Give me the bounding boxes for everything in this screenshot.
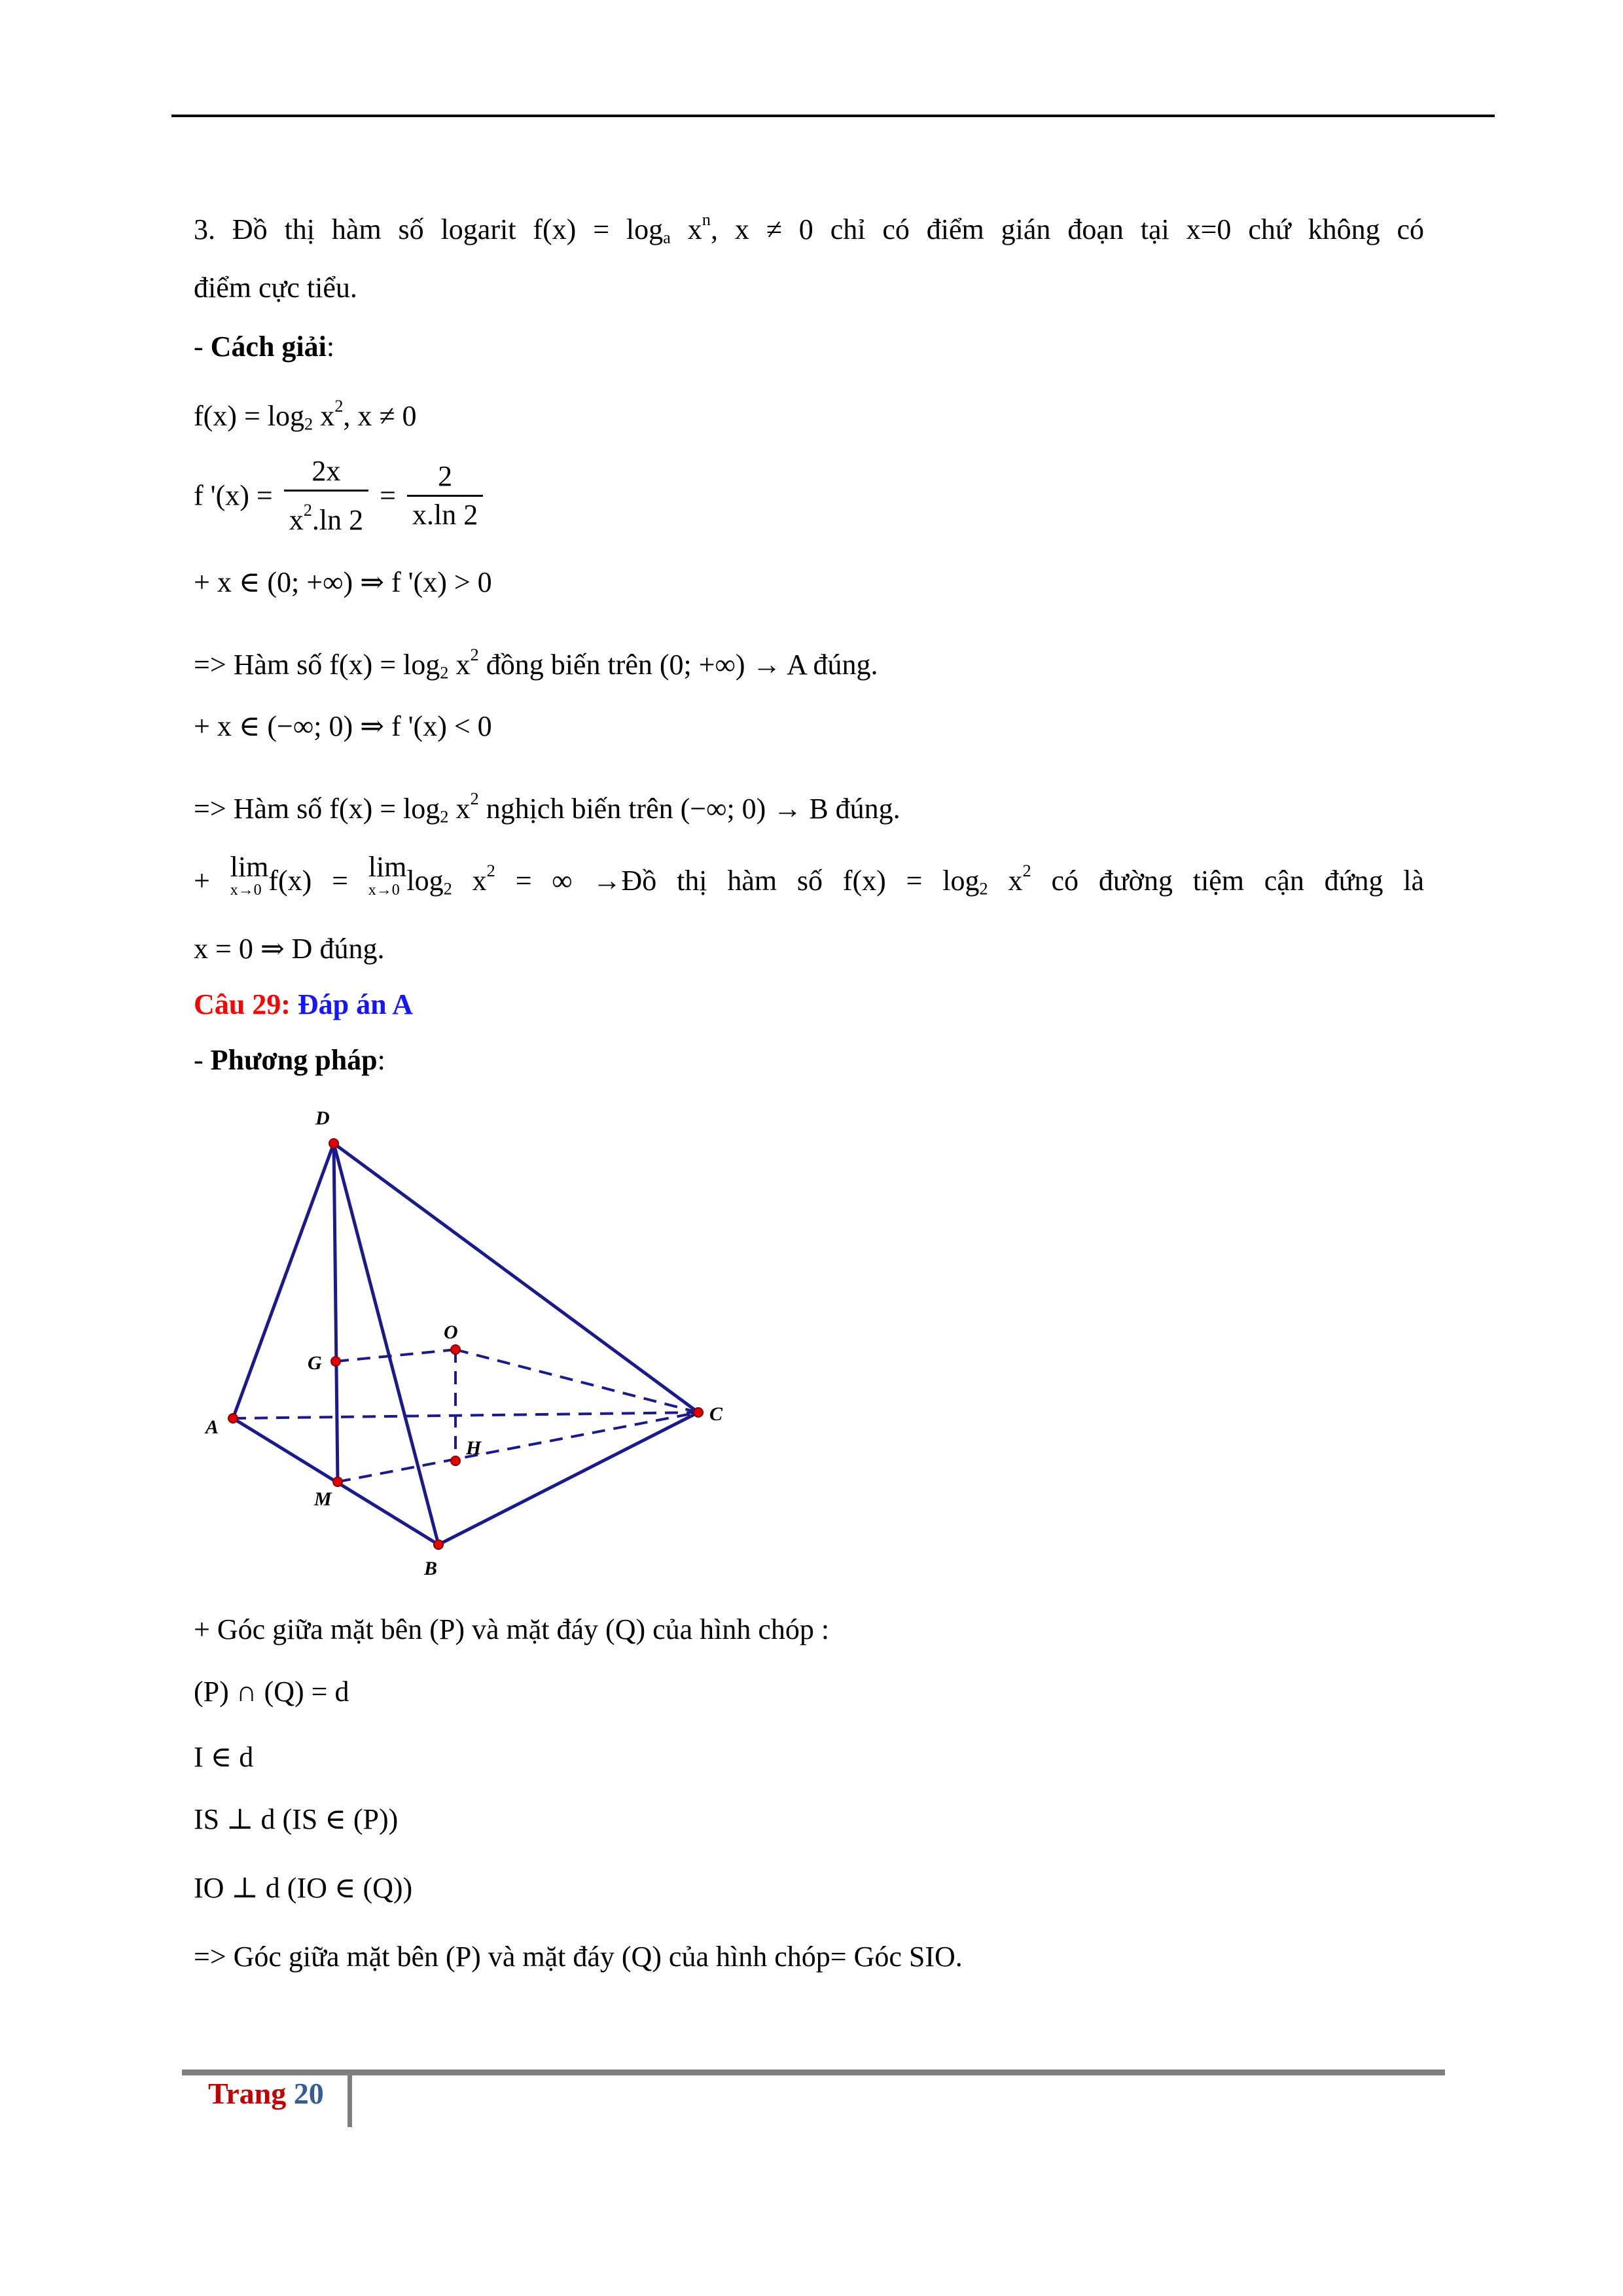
label-B: B	[424, 1558, 438, 1579]
edge-DA	[233, 1143, 334, 1418]
item3-suffix: chỉ có điểm gián đoạn tại x=0 chứ không có	[830, 213, 1425, 246]
relation-io-perp: IO ⊥ d (IO ∈ (Q))	[194, 1872, 413, 1904]
footer-divider	[348, 2075, 352, 2127]
point-H	[451, 1456, 460, 1465]
item3-formula: $f(x) = \log_a x^n$, x ≠ 0	[533, 209, 813, 247]
label-A: A	[205, 1416, 219, 1438]
angle-intro: + Góc giữa mặt bên (P) và mặt đáy (Q) của hình chóp :	[194, 1613, 830, 1645]
segment-GO	[336, 1350, 455, 1361]
label-H: H	[466, 1437, 482, 1459]
phuong-phap-heading: - Phương pháp:	[194, 1044, 385, 1076]
edge-DC	[334, 1143, 698, 1412]
conclusion-a: => Hàm số $f(x) = \log_2 x^2$ đồng biến trên (0; +∞) → A đúng.	[194, 645, 878, 683]
footer-rule	[182, 2070, 1445, 2075]
limit-line2: x = 0 ⇒ D đúng.	[194, 933, 385, 965]
edge-AC-hidden	[233, 1412, 698, 1418]
point-D	[329, 1139, 338, 1148]
item3-line2: điểm cực tiểu.	[194, 272, 357, 304]
limit-line: + lim x→0 f(x) = lim x→0 $\log_2 x^2$ = ∞ →Đồ thị hàm số $f(x) = \log_2 x^2$ có đường tiệm cận đứng là	[194, 851, 1425, 899]
case-positive: + x ∈ (0; +∞) ⇒ f '(x) > 0	[194, 566, 492, 598]
case-negative: + x ∈ (−∞; 0) ⇒ f '(x) < 0	[194, 710, 492, 742]
header-rule	[171, 115, 1495, 117]
point-A	[228, 1414, 238, 1423]
page-number: Trang 20	[208, 2077, 324, 2110]
conclusion-b: => Hàm số $f(x) = \log_2 x^2$ nghịch biến trên (−∞; 0) → B đúng.	[194, 789, 901, 827]
relation-intersection: (P) ∩ (Q) = d	[194, 1676, 349, 1708]
edge-DB	[334, 1143, 438, 1545]
item3-prefix: 3. Đồ thị hàm số logarit	[194, 213, 516, 246]
point-B	[434, 1540, 443, 1549]
fraction-2: $\frac{2}{x.\ln 2}$	[407, 458, 483, 533]
equation-derivative: f '(x) = $\frac{2x}{x^2.\ln 2}$ = $\frac{2}{x.\ln 2}$	[194, 453, 487, 539]
angle-conclusion: => Góc giữa mặt bên (P) và mặt đáy (Q) của hình chóp= Góc SIO.	[194, 1941, 963, 1973]
edge-BC	[438, 1412, 698, 1545]
relation-is-perp: IS ⊥ d (IS ∈ (P))	[194, 1803, 399, 1835]
question-heading: Câu 29: Đáp án A	[194, 988, 413, 1020]
label-D: D	[315, 1107, 330, 1129]
label-G: G	[308, 1352, 322, 1374]
point-O	[451, 1345, 460, 1354]
segment-OC	[455, 1350, 698, 1412]
point-G	[331, 1357, 340, 1366]
pyramid-figure	[190, 1086, 753, 1590]
point-C	[694, 1408, 703, 1417]
cach-giai-heading: - Cách giải:	[194, 331, 335, 363]
edge-DM	[334, 1143, 338, 1482]
edge-MC-hidden	[338, 1412, 698, 1482]
point-M	[333, 1477, 342, 1486]
label-M: M	[314, 1488, 332, 1510]
relation-point-on-line: I ∈ d	[194, 1741, 254, 1773]
equation-f: $f(x) = \log_2 x^2$, x ≠ 0	[194, 396, 417, 434]
label-C: C	[709, 1403, 723, 1425]
item3-line1	[194, 200, 1424, 257]
label-O: O	[444, 1321, 458, 1343]
fraction-1: $\frac{2x}{x^2.\ln 2}$	[284, 453, 368, 539]
